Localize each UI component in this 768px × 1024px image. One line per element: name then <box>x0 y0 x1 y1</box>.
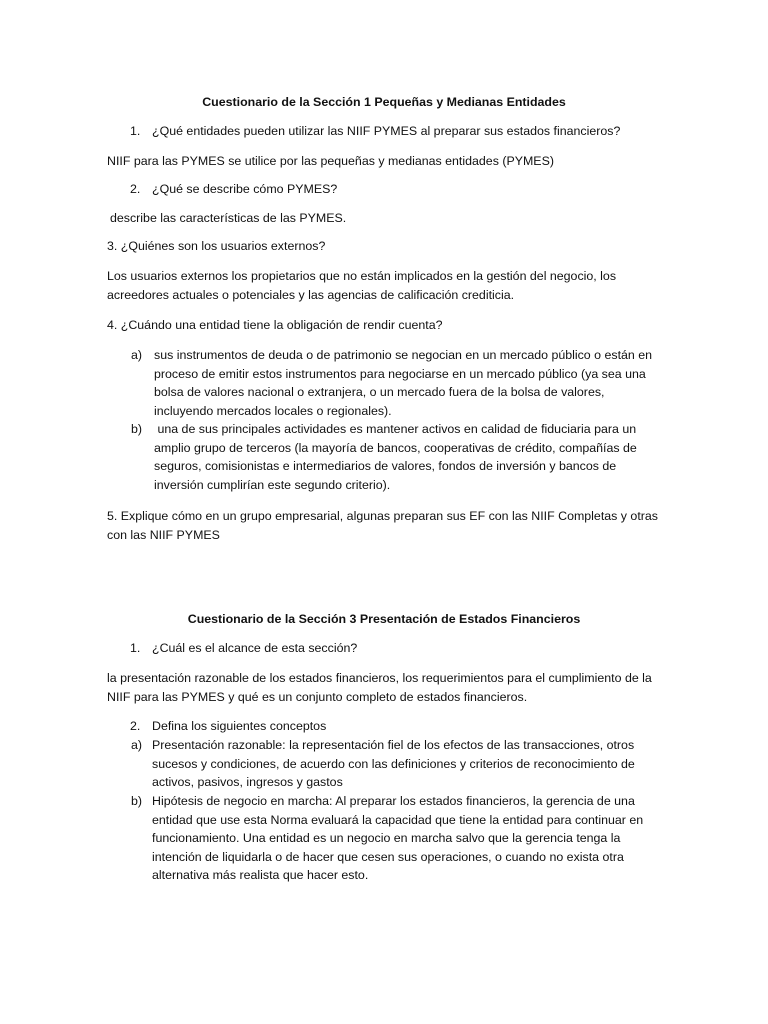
s3-question-2: Defina los siguientes conceptos <box>152 719 327 733</box>
list-item-line: funcionamiento. Una entidad es un negocio en marcha salvo que la gerencia tenga la <box>152 831 621 845</box>
list-item-line: intención de liquidarla o de hacer que cesen sus operaciones, o cuando no exista otra <box>152 849 624 864</box>
s3-a2-item-b <box>152 792 643 885</box>
s1-a4-item-b-marker: b) <box>131 422 143 436</box>
s1-a4-item-a <box>154 346 652 420</box>
list-item-line: alternativa más realista que hacer esto. <box>152 868 369 882</box>
list-item-line: bolsa de valores nacional o extranjera, o un mercado fuera de la bolsa de valores, <box>154 385 605 399</box>
s1-question-1: ¿Qué entidades pueden utilizar las NIIF PYMES al preparar sus estados financieros? <box>152 124 621 138</box>
section1-title: Cuestionario de la Sección 1 Pequeñas y Medianas Entidades <box>202 95 566 109</box>
list-item-line: Hipótesis de negocio en marcha: Al preparar los estados financieros, la gerencia de una <box>152 794 635 808</box>
list-item-line: entidad que use esta Norma evaluará la capacidad que tiene la entidad para continuar en <box>152 812 644 827</box>
s1-question-2: ¿Qué se describe cómo PYMES? <box>152 182 338 196</box>
s1-answer-2: describe las características de las PYMES. <box>110 211 347 225</box>
s3-a2-item-a <box>152 736 635 792</box>
s3-answer-1-line: la presentación razonable de los estados financieros, los requerimientos para el cumplimiento de la <box>107 671 652 685</box>
s1-question-5 <box>107 507 658 544</box>
s1-a4-item-b <box>154 420 637 494</box>
s3-answer-1-line: NIIF para las PYMES y qué es un conjunto completo de estados financieros. <box>107 689 528 704</box>
s1-question-5-line: con las NIIF PYMES <box>107 527 220 542</box>
s1-answer-3 <box>107 267 616 304</box>
list-item-line: proceso de emitir estos instrumentos para negociarse en un mercado público (ya sea una <box>154 366 646 381</box>
list-item-line: incluyendo mercados locales o regionales). <box>154 403 392 418</box>
s3-q2-number: 2. <box>130 719 141 733</box>
list-item-line: activos, pasivos, ingresos y gastos <box>152 775 343 789</box>
s1-question-4: 4. ¿Cuándo una entidad tiene la obligación de rendir cuenta? <box>107 318 443 332</box>
list-item-line: una de sus principales actividades es mantener activos en calidad de fiduciaria para un <box>154 422 637 436</box>
list-item-line: seguros, comisionistas e intermediarios de valores, fondos de inversión y bancos de <box>154 459 617 473</box>
list-item-line: sus instrumentos de deuda o de patrimonio se negocian en un mercado público o están en <box>154 348 653 362</box>
s1-q1-number: 1. <box>130 124 141 138</box>
s1-answer-3-line: Los usuarios externos los propietarios que no están implicados en la gestión del negocio, los <box>107 269 617 283</box>
s1-answer-3-line: acreedores actuales o potenciales y las agencias de calificación crediticia. <box>107 287 515 302</box>
s1-q2-number: 2. <box>130 182 141 196</box>
s1-a4-item-a-marker: a) <box>131 348 143 362</box>
list-item-line: inversión cumplirían este segundo criterio). <box>154 477 391 492</box>
list-item-line: amplio grupo de terceros (la mayoría de bancos, cooperativas de crédito, compañías de <box>154 440 637 455</box>
list-item-line: sucesos y condiciones, de acuerdo con las definiciones y criterios de reconocimiento de <box>152 756 635 771</box>
s1-answer-1: NIIF para las PYMES se utilice por las pequeñas y medianas entidades (PYMES) <box>107 154 554 168</box>
s3-question-1: ¿Cuál es el alcance de esta sección? <box>152 641 358 655</box>
s1-question-3: 3. ¿Quiénes son los usuarios externos? <box>107 239 326 253</box>
s3-answer-1 <box>107 669 652 706</box>
s3-a2-item-b-marker: b) <box>131 794 143 808</box>
s3-q1-number: 1. <box>130 641 141 655</box>
s1-question-5-line: 5. Explique cómo en un grupo empresarial, algunas preparan sus EF con las NIIF Completas y otras <box>107 509 658 523</box>
s3-a2-item-a-marker: a) <box>131 738 143 752</box>
list-item-line: Presentación razonable: la representación fiel de los efectos de las transacciones, otros <box>152 738 635 752</box>
section3-title: Cuestionario de la Sección 3 Presentación de Estados Financieros <box>187 612 581 626</box>
